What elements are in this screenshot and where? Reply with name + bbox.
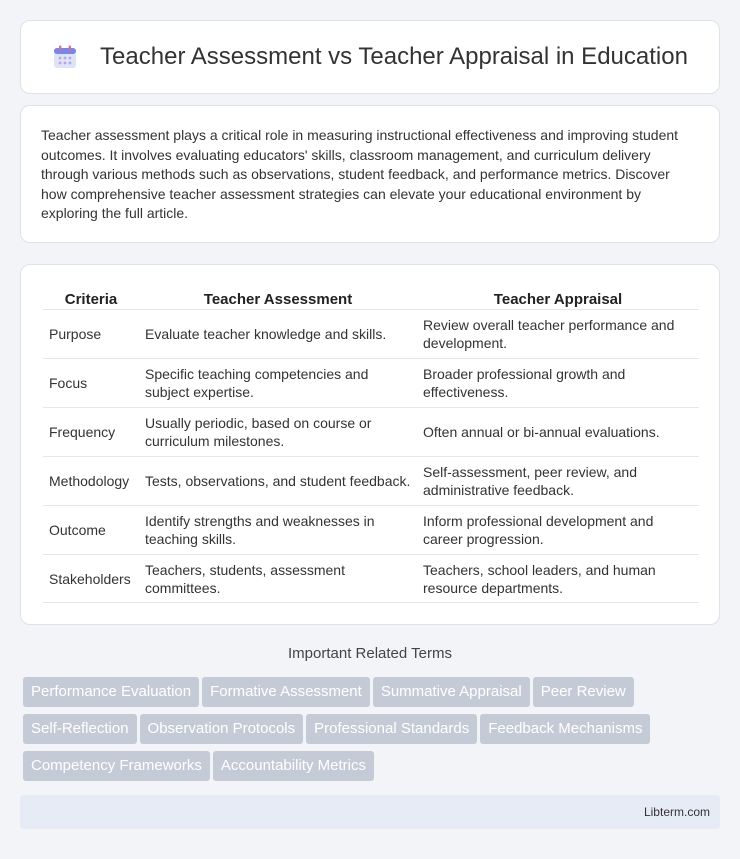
row-appraisal: Self-assessment, peer review, and administrative feedback. [417, 456, 699, 505]
table-row [43, 358, 699, 407]
table-row [43, 407, 699, 456]
related-term-tag[interactable]: Accountability Metrics [213, 751, 374, 781]
row-criteria: Stakeholders [43, 554, 139, 603]
row-appraisal: Often annual or bi-annual evaluations. [417, 407, 699, 456]
comparison-table-card [20, 264, 720, 625]
related-term-tag[interactable]: Feedback Mechanisms [480, 714, 650, 744]
row-criteria: Methodology [43, 456, 139, 505]
table-row [43, 456, 699, 505]
row-criteria: Focus [43, 358, 139, 407]
row-assessment: Evaluate teacher knowledge and skills. [139, 309, 417, 358]
comparison-table [43, 285, 699, 603]
row-appraisal: Inform professional development and career progression. [417, 505, 699, 554]
table-header-row [43, 285, 699, 309]
title-card [20, 20, 720, 94]
related-term-tag[interactable]: Professional Standards [306, 714, 477, 744]
row-criteria: Frequency [43, 407, 139, 456]
table-row [43, 505, 699, 554]
row-appraisal: Review overall teacher performance and development. [417, 309, 699, 358]
related-terms-title: Important Related Terms [288, 645, 452, 662]
row-assessment: Teachers, students, assessment committees. [139, 554, 417, 603]
intro-text: Teacher assessment plays a critical role in measuring instructional effectiveness and improving student outcomes. It involves evaluating educators' skills, classroom management, and curriculum delivery through various methods such as observations, student feedback, and performance metrics. Discover how comprehensive teacher assessment strategies can elevate your educational environment by exploring the full article. [41, 127, 679, 221]
related-term-tag[interactable]: Observation Protocols [140, 714, 304, 744]
related-term-tag[interactable]: Formative Assessment [202, 677, 370, 707]
related-term-tag[interactable]: Competency Frameworks [23, 751, 210, 781]
row-assessment: Usually periodic, based on course or curriculum milestones. [139, 407, 417, 456]
header-teacher-appraisal: Teacher Appraisal [493, 290, 623, 308]
related-term-tag[interactable]: Summative Appraisal [373, 677, 530, 707]
calendar-icon [52, 44, 78, 70]
related-terms-list [23, 677, 723, 788]
row-appraisal: Teachers, school leaders, and human resource departments. [417, 554, 699, 603]
row-assessment: Identify strengths and weaknesses in teaching skills. [139, 505, 417, 554]
page-title: Teacher Assessment vs Teacher Appraisal in Education [100, 43, 688, 70]
table-row [43, 554, 699, 603]
related-term-tag[interactable]: Performance Evaluation [23, 677, 199, 707]
footer-site-link[interactable]: Libterm.com [643, 805, 710, 819]
row-assessment: Tests, observations, and student feedback. [139, 456, 417, 505]
table-row [43, 309, 699, 358]
row-criteria: Outcome [43, 505, 139, 554]
related-term-tag[interactable]: Peer Review [533, 677, 634, 707]
row-assessment: Specific teaching competencies and subject expertise. [139, 358, 417, 407]
header-teacher-assessment: Teacher Assessment [203, 290, 353, 308]
row-criteria: Purpose [43, 309, 139, 358]
intro-card [20, 105, 720, 243]
related-term-tag[interactable]: Self-Reflection [23, 714, 137, 744]
header-criteria: Criteria [64, 290, 118, 308]
footer [20, 795, 720, 829]
row-appraisal: Broader professional growth and effectiveness. [417, 358, 699, 407]
